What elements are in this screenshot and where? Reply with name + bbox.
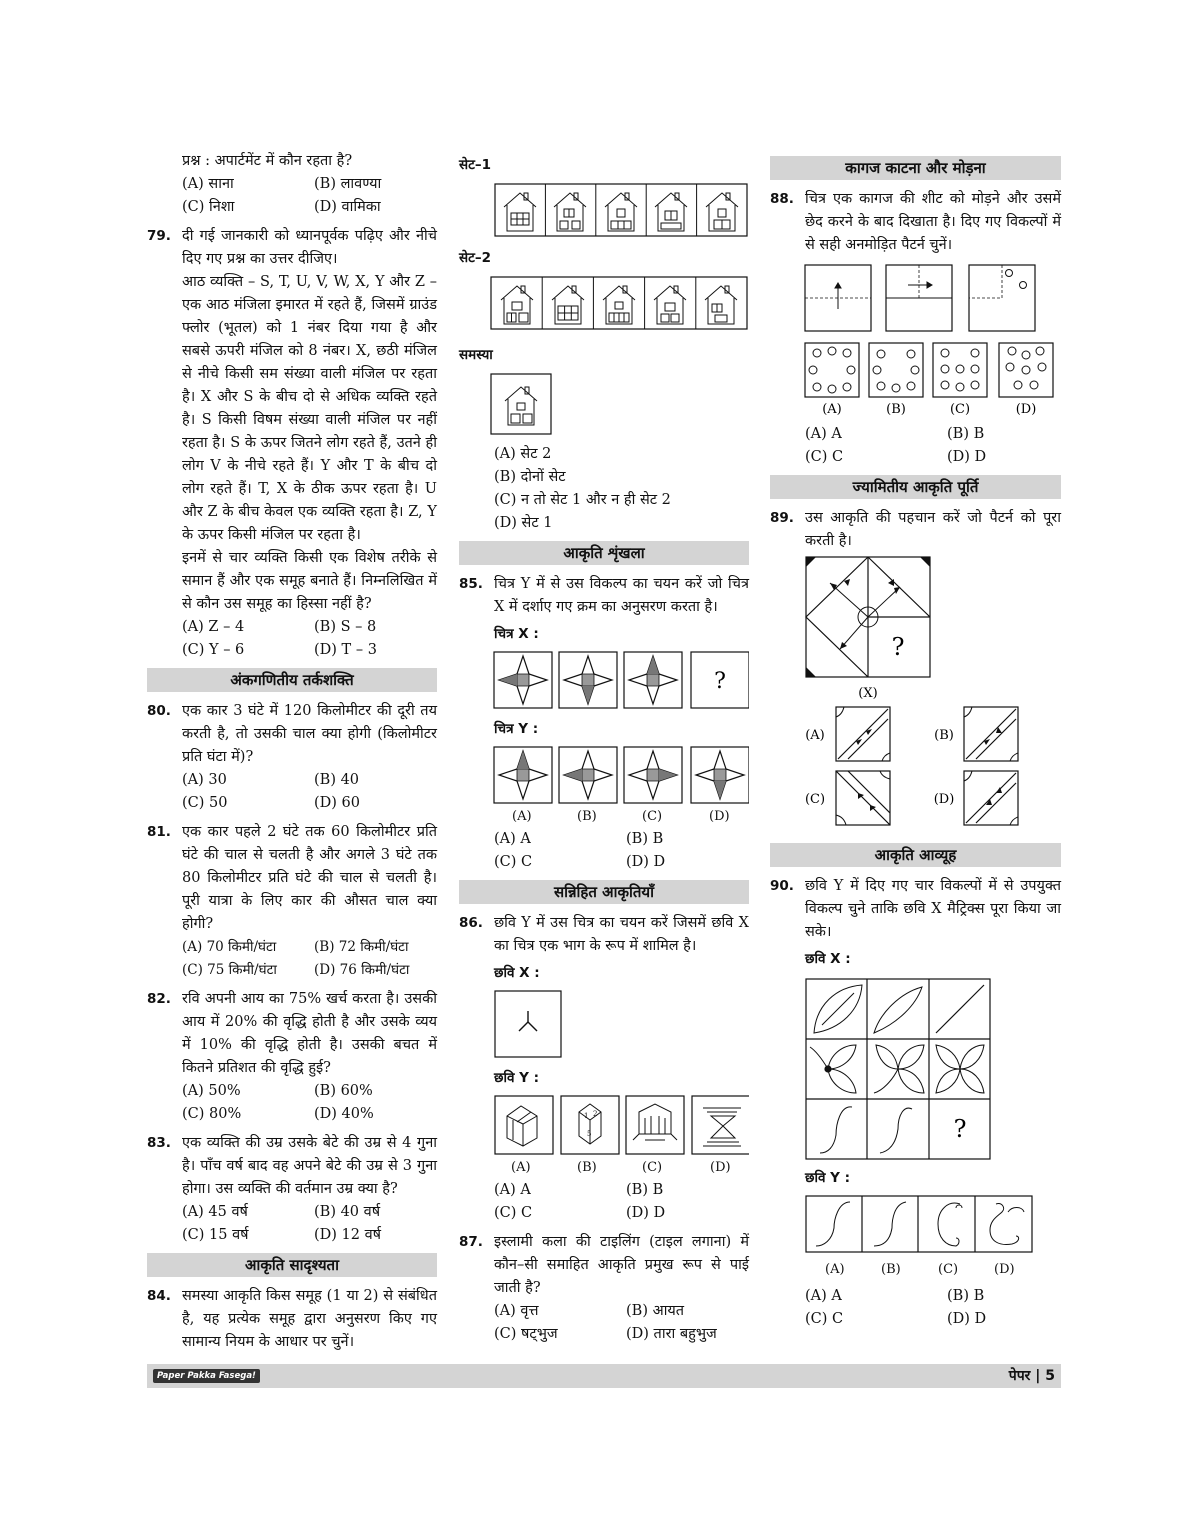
option-c: (C) 75 किमी/घंटा <box>182 962 277 978</box>
q79-options <box>147 616 437 662</box>
option-c: (C) 80% <box>182 1106 242 1122</box>
question-number: 85. <box>459 576 483 592</box>
caption-a: (A) <box>512 809 532 824</box>
question-number: 83. <box>147 1135 171 1151</box>
question-number: 90. <box>770 878 794 894</box>
question-mark: ? <box>953 1115 967 1143</box>
question-text: एक कार पहले 2 घंटे तक 60 किलोमीटर प्रति घंटे की चाल से चलती है और अगले 3 घंटे तक 80 किलोमीटर प्रति घंटे की चाल से चलती है। पूरी यात्रा के लिए कार की औसत चाल क्या होगी? <box>182 824 437 932</box>
caption-d: (D) <box>709 809 730 824</box>
question-90 <box>770 875 1061 944</box>
section-heading-series: आकृति शृंखला <box>459 541 749 565</box>
caption-a: (A) <box>511 1160 531 1175</box>
question-89 <box>770 507 1061 553</box>
q86-options <box>459 1179 749 1225</box>
svg-text:2: 2 <box>593 1110 598 1118</box>
option-a: (A) 45 वर्ष <box>182 1204 248 1220</box>
section-heading-analogy: आकृति सादृश्यता <box>147 1253 437 1277</box>
option-c: (C) C <box>805 449 844 465</box>
question-text: एक कार 3 घंटे में 120 किलोमीटर की दूरी तय करती है, तो उसकी चाल क्या होगी (किलोमीटर प्रति घंटा में)? <box>182 703 437 765</box>
set-1-figure <box>459 181 749 241</box>
question-number: 82. <box>147 991 171 1007</box>
label-b: (B) <box>934 728 954 743</box>
question-text: छवि Y में दिए गए चार विकल्पों में से उपयुक्त विकल्प चुने ताकि छवि X मैट्रिक्स पूरा किया जा सके। <box>805 878 1061 940</box>
q87-options <box>459 1300 749 1346</box>
q79-paragraph: आठ व्यक्ति – S, T, U, V, W, X, Y और Z – एक आठ मंजिला इमारत में रहते हैं, जिसमें ग्राउंड फ्लोर (भूतल) को 1 नंबर दिया गया है और सबसे ऊपरी मंजिल को 8 नंबर। X, छठी मंजिल से नीचे किसी सम संख्या वाली मंजिल पर रहता है। X और S के बीच दो से अधिक व्यक्ति रहते है। S किसी विषम संख्या वाली मंजिल पर नहीं रहता है। S के ऊपर जितने लोग रहते हैं, उतने ही लोग V के नीचे रहते हैं। Y और T के बीच दो लोग रहते हैं। T, X के ठीक ऊपर रहता है। U और Z के बीच केवल एक व्यक्ति रहता है। Z, Y के ऊपर किसी मंजिल पर रहता है। <box>182 274 437 543</box>
option-d: (D) D <box>947 449 987 465</box>
column-3 <box>770 150 1061 1331</box>
q88-options <box>770 423 1061 469</box>
question-mark: ? <box>891 633 905 661</box>
question-text: इस्लामी कला की टाइलिंग (टाइल लगाना) में कौन–सी समाहित आकृति प्रमुख रूप से पाई जाती है? <box>494 1234 749 1296</box>
img-x-figure <box>459 989 749 1061</box>
option-b: (B) S – 8 <box>314 619 377 635</box>
section-heading-arithmetic: अंकगणितीय तर्कशक्ति <box>147 668 437 692</box>
page-footer <box>147 1364 1061 1388</box>
caption-b: (B) <box>577 1160 597 1175</box>
question-number: 88. <box>770 191 794 207</box>
caption-c: (C) <box>938 1262 959 1277</box>
section-heading-matrix: आकृति आव्यूह <box>770 843 1061 867</box>
question-text: छवि Y में उस चित्र का चयन करें जिसमें छवि X का चित्र एक भाग के रूप में शामिल है। <box>494 915 749 954</box>
option-c: (C) षट्भुज <box>494 1326 558 1342</box>
question-number: 87. <box>459 1234 483 1250</box>
question-text: दी गई जानकारी को ध्यानपूर्वक पढ़िए और नीचे दिए गए प्रश्न का उत्तर दीजिए। <box>182 228 437 267</box>
option-d: (D) 12 वर्ष <box>314 1227 382 1243</box>
label-d: (D) <box>933 792 955 807</box>
option-c: (C) न तो सेट 1 और न ही सेट 2 <box>494 492 671 508</box>
option-d: (D) 40% <box>314 1106 374 1122</box>
caption-c: (C) <box>642 1160 663 1175</box>
option-c: (C) Y – 6 <box>182 642 245 658</box>
question-83 <box>147 1132 437 1201</box>
option-c: (C) 50 <box>182 795 228 811</box>
caption-d: (D) <box>1015 402 1037 417</box>
q89-options <box>770 703 1061 833</box>
caption-b: (B) <box>881 1262 901 1277</box>
question-number: 89. <box>770 510 794 526</box>
problem-label: समस्या <box>459 347 493 363</box>
question-84 <box>147 1285 437 1354</box>
option-b: (B) 60% <box>314 1083 373 1099</box>
section-heading-paper: कागज काटना और मोड़ना <box>770 156 1061 180</box>
option-c: (C) C <box>494 1205 533 1221</box>
fig-y-label: चित्र Y : <box>494 721 539 737</box>
q78-question: प्रश्न : अपार्टमेंट में कौन रहता है? <box>182 153 353 169</box>
question-number: 86. <box>459 915 483 931</box>
option-d: (D) सेट 1 <box>494 515 553 531</box>
caption-b: (B) <box>577 809 597 824</box>
question-80 <box>147 700 437 769</box>
brand-logo: Paper Pakka Fasega! <box>153 1369 260 1383</box>
caption-c: (C) <box>949 402 971 417</box>
option-b: (B) 40 <box>314 772 360 788</box>
option-a: (A) वृत्त <box>494 1303 539 1319</box>
svg-text:1: 1 <box>584 1112 589 1120</box>
label-c: (C) <box>804 792 826 807</box>
option-a: (A) A <box>494 1182 531 1198</box>
question-number: 81. <box>147 824 171 840</box>
q80-options <box>147 769 437 815</box>
option-d: (D) वामिका <box>314 199 381 215</box>
question-text: एक व्यक्ति की उम्र उसके बेटे की उम्र से 4 गुना है। पाँच वर्ष बाद वह अपने बेटे की उम्र से 3 गुना होगा। उस व्यक्ति की वर्तमान उम्र क्या है? <box>182 1135 437 1197</box>
q81-options <box>147 936 437 982</box>
question-text: चित्र एक कागज की शीट को मोड़ने और उसमें छेद करने के बाद दिखाता है। दिए गए विकल्पों में से सही अनमोड़ित पैटर्न चुनें। <box>805 191 1061 253</box>
q84-options <box>459 443 749 535</box>
column-1 <box>147 150 437 1354</box>
q79-paragraph-2: इनमें से चार व्यक्ति किसी एक विशेष तरीके से समान हैं और एक समूह बनाते हैं। निम्नलिखित में से कौन उस समूह का हिस्सा नहीं है? <box>182 550 437 612</box>
img-y-options <box>459 1094 749 1156</box>
img-y-captions <box>459 1156 749 1179</box>
q88-figures <box>770 263 1061 423</box>
fig-x-label: चित्र X : <box>494 626 539 642</box>
fig-y-options <box>459 745 749 805</box>
question-text: समस्या आकृति किस समूह (1 या 2) से संबंधित है, यह प्रत्येक समूह द्वारा अनुसरण किए गए सामान्य नियम के आधार पर चुनें। <box>182 1288 437 1350</box>
caption-a: (A) <box>822 402 842 417</box>
img-x-label: छवि X : <box>805 951 851 967</box>
option-b: (B) दोनों सेट <box>494 469 566 485</box>
question-79 <box>147 225 437 271</box>
svg-text:5: 5 <box>587 1130 592 1138</box>
option-a: (A) 50% <box>182 1083 241 1099</box>
question-text: चित्र Y में से उस विकल्प का चयन करें जो चित्र X में दर्शाए गए क्रम का अनुसरण करता है। <box>494 576 749 615</box>
option-d: (D) D <box>626 1205 666 1221</box>
option-a: (A) 30 <box>182 772 227 788</box>
option-b: (B) 72 किमी/घंटा <box>314 939 409 955</box>
q90-matrix <box>770 975 1061 1161</box>
option-c: (C) C <box>494 854 533 870</box>
q90-captions <box>770 1258 1061 1281</box>
fig-x-series <box>459 650 749 710</box>
question-mark: ? <box>714 669 726 694</box>
option-c: (C) निशा <box>182 199 235 215</box>
page-number: पेपर | 5 <box>1008 1368 1055 1384</box>
img-y-label: छवि Y : <box>494 1070 540 1086</box>
caption-b: (B) <box>886 402 906 417</box>
option-a: (A) सेट 2 <box>494 446 552 462</box>
img-x-label: छवि X : <box>494 965 540 981</box>
q90-options <box>770 1194 1061 1258</box>
option-b: (B) B <box>626 831 664 847</box>
question-number: 80. <box>147 703 171 719</box>
question-82 <box>147 988 437 1080</box>
set-1-label: सेट–1 <box>459 157 492 173</box>
option-b: (B) आयत <box>626 1303 685 1319</box>
caption-c: (C) <box>642 809 663 824</box>
caption-a: (A) <box>825 1262 845 1277</box>
option-a: (A) A <box>494 831 531 847</box>
label-a: (A) <box>805 728 825 743</box>
set-2-label: सेट–2 <box>459 250 492 266</box>
section-heading-geometry: ज्यामितीय आकृति पूर्ति <box>770 475 1061 499</box>
option-b: (B) लावण्या <box>314 176 382 192</box>
option-a: (A) A <box>805 1288 842 1304</box>
question-88 <box>770 188 1061 257</box>
question-number: 84. <box>147 1288 171 1304</box>
fig-y-captions <box>459 805 749 828</box>
question-86 <box>459 912 749 958</box>
option-c: (C) 15 वर्ष <box>182 1227 249 1243</box>
option-c: (C) C <box>805 1311 844 1327</box>
option-b: (B) B <box>947 426 985 442</box>
option-a: (A) A <box>805 426 842 442</box>
option-d: (D) D <box>626 854 666 870</box>
caption-d: (D) <box>994 1262 1015 1277</box>
question-text: रवि अपनी आय का 75% खर्च करता है। उसकी आय में 20% की वृद्धि होती है और उसके व्यय में 10% की वृद्धि होती है। उसकी बचत में कितने प्रतिशत की वृद्धि हुई? <box>182 991 437 1076</box>
question-85 <box>459 573 749 619</box>
option-b: (B) B <box>947 1288 985 1304</box>
problem-figure <box>459 371 749 437</box>
q83-options <box>147 1201 437 1247</box>
caption-d: (D) <box>710 1160 731 1175</box>
option-d: (D) 60 <box>314 795 360 811</box>
question-87 <box>459 1231 749 1300</box>
set-2-figure <box>459 274 749 334</box>
q85-options <box>459 828 749 874</box>
option-d: (D) 76 किमी/घंटा <box>314 962 410 978</box>
q82-options <box>147 1080 437 1126</box>
q90-options-text <box>770 1285 1061 1331</box>
column-2 <box>459 150 749 1346</box>
q89-pattern-figure <box>770 553 1061 703</box>
option-d: (D) D <box>947 1311 987 1327</box>
option-a: (A) Z – 4 <box>182 619 245 635</box>
option-b: (B) B <box>626 1182 664 1198</box>
option-a: (A) 70 किमी/घंटा <box>182 939 277 955</box>
question-number: 79. <box>147 228 171 244</box>
option-a: (A) साना <box>182 176 234 192</box>
question-text: उस आकृति की पहचान करें जो पैटर्न को पूरा करती है। <box>805 510 1061 549</box>
option-d: (D) तारा बहुभुज <box>626 1326 717 1342</box>
option-b: (B) 40 वर्ष <box>314 1204 381 1220</box>
section-heading-embedded: सन्निहित आकृतियाँ <box>459 880 749 904</box>
img-y-label: छवि Y : <box>805 1170 851 1186</box>
q78-options <box>147 173 437 219</box>
option-d: (D) T – 3 <box>314 642 377 658</box>
question-81 <box>147 821 437 936</box>
x-caption: (X) <box>858 686 878 701</box>
